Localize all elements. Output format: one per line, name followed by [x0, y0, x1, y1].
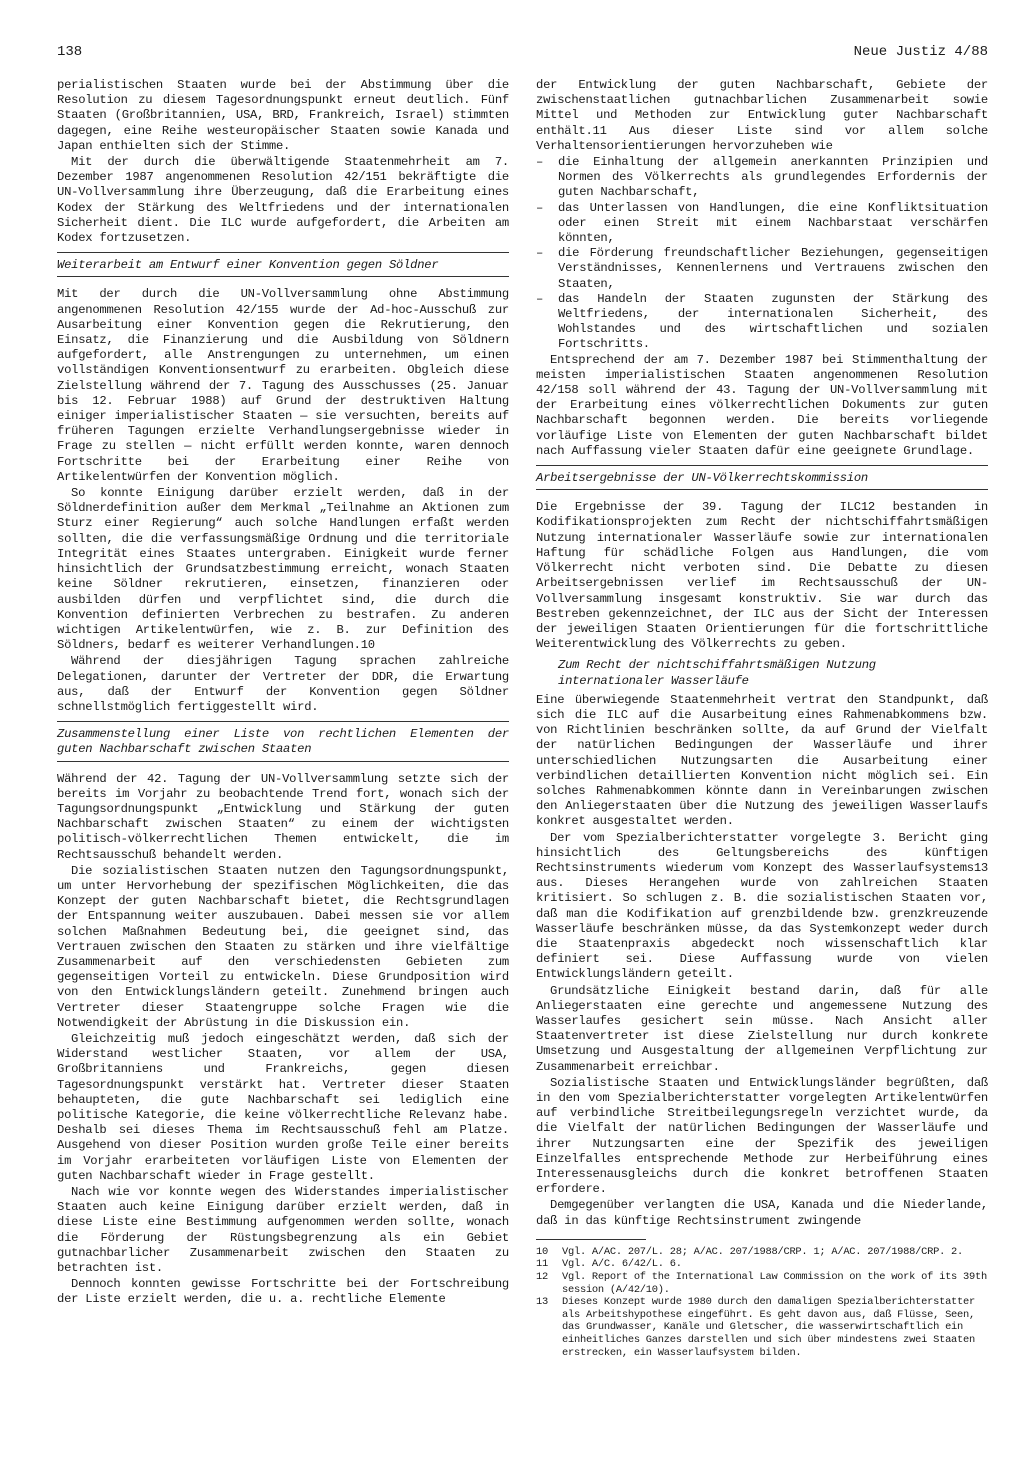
footnote [536, 1271, 988, 1296]
section-heading-nachbarschaft: Zusammenstellung einer Liste von rechtlichen Elementen der guten Nachbarschaft zwischen Staaten [57, 721, 509, 761]
paragraph: Die sozialistischen Staaten nutzen den Tagungsordnungspunkt, um unter Hervorhebung der spezifischen Möglichkeiten, die das Konzept der guten Nachbarschaft bietet, die Rechtsgrundlagen der Entspannung weiter auszubauen. Dabei messen sie vor allem solchen Maßnahmen Bedeutung bei, die geeignet sind, das Vertrauen zwischen den Staaten zu stärken und ihre vielfältige Zusammenarbeit auf den verschiedensten Gebieten zum gegenseitigen Vorteil zu entwickeln. Diese Grundposition wird von den Entwicklungsländern geteilt. Zunehmend bringen auch Vertreter dieser Staatengruppe solche Fragen wie die Notwendigkeit der Abrüstung in die Diskussion ein. [57, 863, 509, 1030]
footnote-number: 12 [536, 1271, 548, 1284]
page-number: 138 [57, 44, 83, 60]
paragraph: Während der 42. Tagung der UN-Vollversammlung setzte sich der bereits im Vorjahr zu beobachtende Trend fort, wonach sich der Tagungsordnungspunkt „Entwicklung und Stärkung der guten Nachbarschaft zwischen Staaten“ zu einem der wichtigsten politisch-völkerrechtlichen Themen entwickelt, die im Rechtsausschuß behandelt werden. [57, 771, 509, 862]
paragraph: Mit der durch die UN-Vollversammlung ohne Abstimmung angenommenen Resolution 42/155 wurde der Ad-hoc-Ausschuß zur Ausarbeitung einer Konvention gegen die Rekrutierung, den Einsatz, die Finanzierung und die Ausbildung von Söldnern aufgefordert, alle Anstrengungen zu unternehmen, um einen vollständigen Konventionsentwurf zu erarbeiten. Obgleich diese Zielstellung während der 7. Tagung des Ausschusses (25. Januar bis 12. Februar 1988) auf Grund der destruktiven Haltung einiger imperialistischer Staaten — sie versuchten, bereits auf früheren Tagungen erzielte Verhandlungsergebnisse wieder in Frage zu stellen — nicht erfüllt werden konnte, waren dennoch Fortschritte bei der Erarbeitung einer Reihe von Artikelentwürfen der Konvention möglich. [57, 287, 509, 484]
list-item: – das Handeln der Staaten zugunsten der Stärkung des Weltfriedens, der internationalen Sicherheit, des Wohlstandes und des wirtschaftlichen und sozialen Fortschritts. [536, 292, 988, 353]
paragraph: Die Ergebnisse der 39. Tagung der ILC12 bestanden in Kodifikationsprojekten zum Recht der nichtschiffahrtsmäßigen Nutzung internationaler Wasserläufe sowie zur internationalen Haftung für schädliche Folgen aus Handlungen, die vom Völkerrecht nicht verboten sind. Die Debatte zu diesen Arbeitsergebnissen verlief im Rechtsausschuß der UN-Vollversammlung insgesamt konstruktiv. Sie war durch das Bestreben gekennzeichnet, der ILC aus der Sicht der Interessen der jeweiligen Staaten Orientierungen für die fortschrittliche Weiterentwicklung des Völkerrechts zu geben. [536, 500, 988, 652]
paragraph: Der vom Spezialberichterstatter vorgelegte 3. Bericht ging hinsichtlich des Geltungsbereichs des künftigen Rechtsinstruments wiederum vom Konzept des Wasserlaufsystems13 aus. Dieses Herangehen wurde von zahlreichen Staaten kritisiert. So schlugen z. B. die sozialistischen Staaten vor, daß man die Kodifikation auf grenzbildende bzw. grenzkreuzende Wasserläufe beschränken müsse, da das Systemkonzept weder durch die Staatenpraxis abgedeckt noch wissenschaftlich klar definiert sei. Diese Auffassung wurde von vielen Entwicklungsländern geteilt. [536, 830, 988, 982]
list-item: – die Förderung freundschaftlicher Beziehungen, gegenseitigen Verständnisses, Kennenlernens und Vertrauens zwischen den Staaten, [536, 246, 988, 292]
footnote-text: Vgl. Report of the International Law Commission on the work of its 39th session (A/42/10). [562, 1271, 987, 1296]
footnote [536, 1246, 988, 1259]
paragraph: Demgegenüber verlangten die USA, Kanada und die Niederlande, daß in das künftige Rechtsinstrument zwingende [536, 1198, 988, 1228]
paragraph: Eine überwiegende Staatenmehrheit vertrat den Standpunkt, daß sich die ILC auf die Ausarbeitung eines Rahmenabkommens bzw. von Richtlinien beschränken sollte, da auf Grund der Vielfalt der natürlichen Bedingungen der Wasserläufe und ihrer unterschiedlichen Nutzungsarten die Ausarbeitung einer verbindlichen detaillierten Konvention nicht möglich sei. Ein solches Rahmenabkommen könnte dann in Vereinbarungen zwischen den Anliegerstaaten über die Nutzung des jeweiligen Wasserlaufs konkret ausgestaltet werden. [536, 692, 988, 829]
paragraph: Während der diesjährigen Tagung sprachen zahlreiche Delegationen, darunter der Vertreter der DDR, die Erwartung aus, daß der Entwurf der Konvention gegen Söldner schnellstmöglich fertiggestellt wird. [57, 654, 509, 714]
list-item: – das Unterlassen von Handlungen, die eine Konfliktsituation oder einen Streit mit einem Nachbarstaat verschärfen könnten, [536, 201, 988, 247]
paragraph: Mit der durch die überwältigende Staatenmehrheit am 7. Dezember 1987 angenommenen Resolution 42/151 bekräftigte die UN-Vollversammlung ihre Überzeugung, daß die Erarbeitung eines Kodex der Stärkung des Weltfriedens und der internationalen Sicherheit dient. Die ILC wurde aufgefordert, die Arbeiten am Kodex fortzusetzen. [57, 155, 509, 246]
footnote-text: Vgl. A/C. 6/42/L. 6. [562, 1258, 682, 1271]
footnotes [536, 1246, 988, 1359]
section-heading-ilc: Arbeitsergebnisse der UN-Völkerrechtskommission [536, 465, 988, 490]
paragraph: der Entwicklung der guten Nachbarschaft, Gebiete der zwischenstaatlichen gutnachbarlichen Zusammenarbeit sowie Mittel und Methoden zur Entwicklung guter Nachbarschaft enthält.11 Aus dieser Liste sind vor allem solche Verhaltensorientierungen hervorzuheben wie [536, 78, 988, 153]
list-item: – die Einhaltung der allgemein anerkannten Prinzipien und Normen des Völkerrechts als grundlegendes Erfordernis der guten Nachbarschaft, [536, 155, 988, 201]
footnote-text: Dieses Konzept wurde 1980 durch den damaligen Spezialberichterstatter als Arbeitshypothese eingeführt. Es geht davon aus, daß Flüsse, Seen, das Grundwasser, Kanäle und Gletscher, die wasserwirtschaftlich ein einheitliches Ganzes darstellen und sich über mindestens zwei Staaten erstrecken, ein Wasserlaufsystem bilden. [562, 1296, 975, 1359]
footnote-number: 13 [536, 1296, 548, 1309]
right-column [536, 78, 988, 1359]
paragraph: Dennoch konnten gewisse Fortschritte bei der Fortschreibung der Liste erzielt werden, die u. a. rechtliche Elemente [57, 1277, 509, 1307]
paragraph: perialistischen Staaten wurde bei der Abstimmung über die Resolution zu diesem Tagesordnungspunkt erneut deutlich. Fünf Staaten (Großbritannien, USA, BRD, Frankreich, Israel) stimmten dagegen, eine Reihe westeuropäischer Staaten sowie Kanada und Japan enthielten sich der Stimme. [57, 78, 509, 153]
paragraph: Nach wie vor konnte wegen des Widerstandes imperialistischer Staaten auch keine Einigung darüber erzielt werden, daß in diese Liste eine Bestimmung aufgenommen werden sollte, wonach die Förderung der Rüstungsbegrenzung als ein Gebiet gutnachbarlicher Zusammenarbeit zwischen den Staaten zu betrachten ist. [57, 1185, 509, 1276]
footnote [536, 1258, 988, 1271]
paragraph: So konnte Einigung darüber erzielt werden, daß in der Söldnerdefinition außer dem Merkmal „Teilnahme an Aktionen zum Sturz einer Regierung“ auch solche Handlungen erfaßt werden sollten, die die verfassungsmäßige Ordnung und die territoriale Integrität eines Staates untergraben. Einigkeit wurde ferner hinsichtlich der Grundsatzbestimmung erreicht, wonach Staaten keine Söldner rekrutieren, einsetzen, finanzieren oder ausbilden dürfen und verpflichtet sind, die durch die Konvention definierten Verbrechen zu bestrafen. Zu anderen wichtigen Artikelentwürfen, wie z. B. zur Definition des Söldners, bedarf es weiterer Verhandlungen.10 [57, 486, 509, 653]
paragraph: Grundsätzliche Einigkeit bestand darin, daß für alle Anliegerstaaten eine gerechte und angemessene Nutzung des Wasserlaufes gesichert sein müsse. Nach Ansicht aller Staatenvertreter ist diese Zielstellung nur durch konkrete Umsetzung und Ausgestaltung der allgemeinen Verpflichtung zur Zusammenarbeit erreichbar. [536, 983, 988, 1074]
section-heading-soeldner: Weiterarbeit am Entwurf einer Konvention gegen Söldner [57, 252, 509, 277]
orientation-list [536, 155, 988, 353]
paragraph: Gleichzeitig muß jedoch eingeschätzt werden, daß sich der Widerstand westlicher Staaten, vor allem der USA, Großbritanniens und Frankreichs, gegen diesen Tagesordnungspunkt verstärkt hat. Vertreter dieser Staaten behaupteten, die gute Nachbarschaft sei lediglich eine politische Kategorie, die keine völkerrechtliche Relevanz habe. Deshalb sei dieses Thema im Rechtsausschuß fehl am Platze. Ausgehend von dieser Position wurden große Teile einer bereits im Vorjahr erarbeiteten vorläufigen Liste von Elementen der guten Nachbarschaft wieder in Frage gestellt. [57, 1031, 509, 1183]
footnote-text: Vgl. A/AC. 207/L. 28; A/AC. 207/1988/CRP. 1; A/AC. 207/1988/CRP. 2. [562, 1245, 964, 1258]
footnote-number: 11 [536, 1258, 548, 1271]
footnote-divider [536, 1239, 646, 1240]
subsection-heading-wasserlaeufe: Zum Recht der nichtschiffahrtsmäßigen Nutzung internationaler Wasserläufe [558, 658, 876, 688]
left-column [57, 78, 509, 1309]
paragraph: Entsprechend der am 7. Dezember 1987 bei Stimmenthaltung der meisten imperialistischen Staaten angenommenen Resolution 42/158 soll während der 43. Tagung der UN-Vollversammlung mit der Erarbeitung eines völkerrechtlichen Dokuments zur guten Nachbarschaft begonnen werden. Die bereits vorliegende vorläufige Liste von Elementen der guten Nachbarschaft bildet nach Auffassung vieler Staaten dafür eine geeignete Grundlage. [536, 352, 988, 458]
footnote-number: 10 [536, 1245, 548, 1258]
journal-issue: Neue Justiz 4/88 [853, 44, 988, 60]
paragraph: Sozialistische Staaten und Entwicklungsländer begrüßten, daß in den vom Spezialberichterstatter vorgelegten Artikelentwürfen auf verbindliche Streitbeilegungsregeln verzichtet wurde, da die Vielfalt der natürlichen Bedingungen der Wasserläufe und ihrer Nutzungsarten eine der Spezifik des jeweiligen Einzelfalles entsprechende Methode zur Herbeiführung eines Interessenausgleichs durch die konkret betroffenen Staaten erfordere. [536, 1075, 988, 1197]
footnote [536, 1296, 988, 1359]
